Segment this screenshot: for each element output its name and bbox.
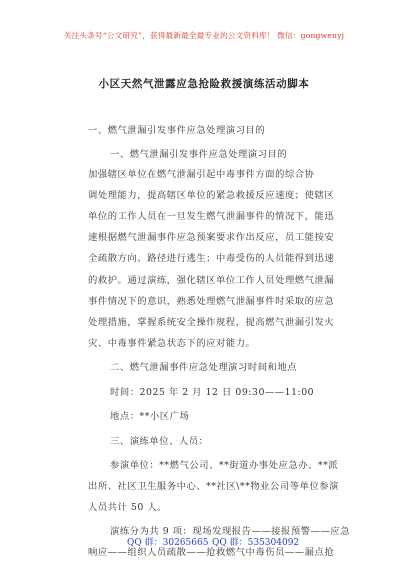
paragraph-line: 加强辖区单位在燃气泄漏引起中毒事件方面的综合协 xyxy=(88,169,315,180)
paragraph-line: 单位的工作人员在一旦发生燃气泄漏事件的情况下，能迅 xyxy=(88,211,335,222)
location-line: 地点：**小区广场 xyxy=(110,411,190,422)
paragraph-line: 的救护。通过演练，强化辖区单位工作人员处理燃气泄漏 xyxy=(88,275,335,286)
section-heading-2: 二、燃气泄漏事件应急处理演习时间和地点 xyxy=(110,362,298,373)
page-title: 小区天然气泄露应急抢险救援演练活动脚本 xyxy=(98,78,310,90)
paragraph-line: 事件情况下的意识，熟悉处理燃气泄漏事件时采取的应急 xyxy=(88,296,335,307)
paragraph-line: 调处理能力，提高辖区单位的紧急救援反应速度；使辖区 xyxy=(88,190,335,201)
paragraph-line: 一、燃气泄漏引发事件应急处理演习目的 xyxy=(110,149,288,160)
header-banner: 关注头条号“公文研究”，获得最新最全最专业的公文资料库！ 微信：gongwenyj xyxy=(63,31,345,40)
section-heading-1: 一、燃气泄漏引发事件应急处理演习目的 xyxy=(88,125,266,136)
time-line: 时间：2025 年 2 月 12 日 09:30——11:00 xyxy=(110,387,315,398)
section-heading-3: 三、演练单位、人员： xyxy=(110,436,209,447)
paragraph-line: 出所、社区卫生服务中心、**社区\**物业公司等单位参演 xyxy=(88,481,339,492)
paragraph-line: 演练分为共 9 项：现场发现报告——接报预警——应急 xyxy=(110,526,350,537)
paragraph-line: 参演单位：**燃气公司、**街道办事处应急办、**派 xyxy=(110,460,339,471)
paragraph-line: 响应——组织人员疏散——抢救燃气中毒伤员——漏点抢 xyxy=(88,547,335,558)
paragraph-line: 全疏散方向、路径进行逃生；中毒受伤的人员能得到迅速 xyxy=(88,253,335,264)
footer-qq-group-2: QQ 群：535304092 xyxy=(212,538,300,548)
paragraph-line: 人员共计 50 人。 xyxy=(88,502,168,513)
footer-qq-group-1: QQ 群：30265665 xyxy=(127,538,209,548)
paragraph-line: 灾、中毒事件紧急状态下的应对能力。 xyxy=(88,338,256,349)
paragraph-line: 速根据燃气泄漏事件应急预案要求作出反应，员工能按安 xyxy=(88,232,335,243)
paragraph-line: 处理措施，掌握系统安全操作规程，提高燃气泄漏引发火 xyxy=(88,317,335,328)
